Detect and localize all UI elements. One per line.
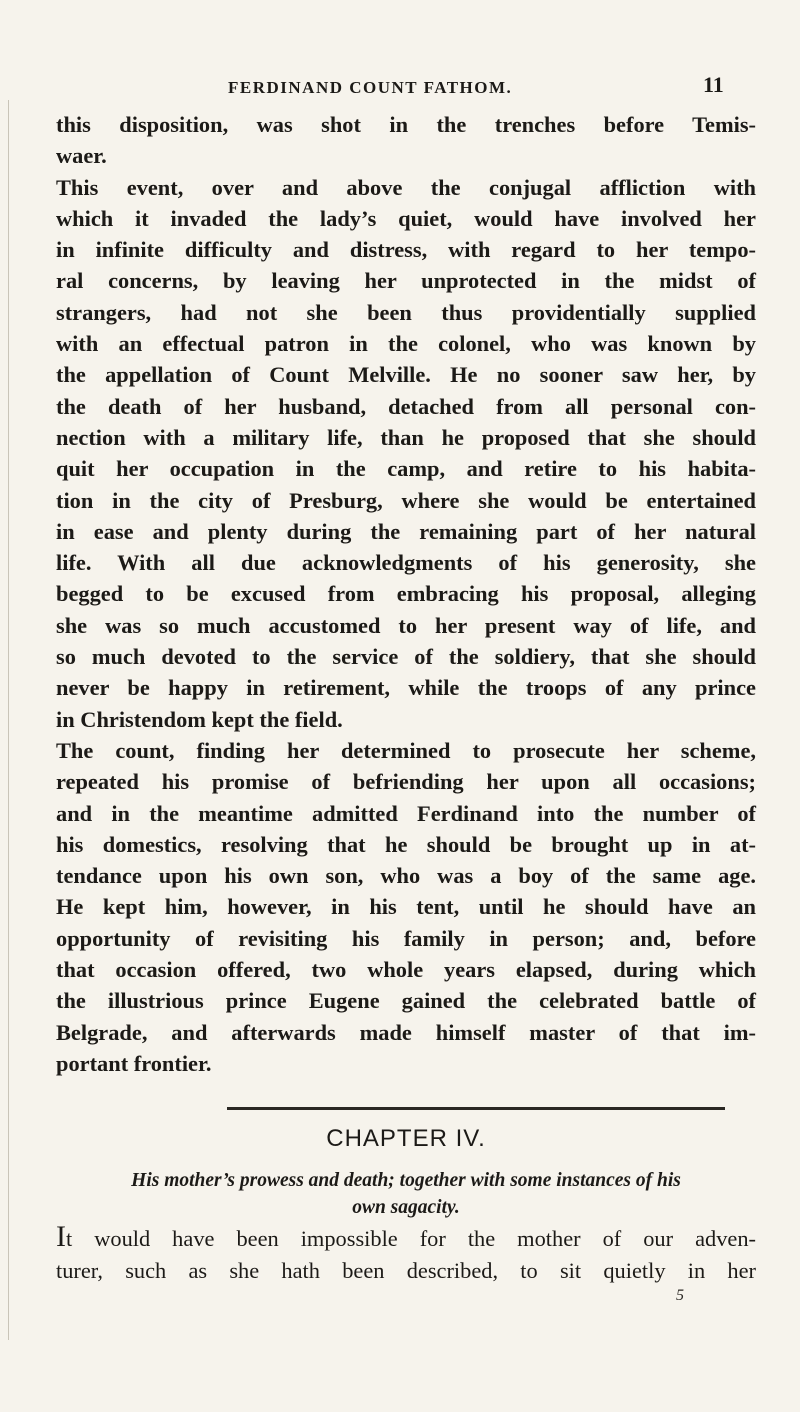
text-line: tendance upon his own son, who was a boy of the same age. [56,863,756,889]
text-line: This event, over and above the conjugal affliction with [56,174,756,200]
page-number: 11 [703,72,724,97]
chapter-summary-line: own sagacity. [352,1197,460,1218]
chapter-opening [56,1220,756,1287]
chapter-divider-rule [227,1107,725,1110]
body-text [56,109,756,1079]
text-line: repeated his promise of befriending her upon all occasions; [56,769,756,795]
text-line: The count, finding her determined to prosecute her scheme, [56,737,756,763]
text-line: that occasion offered, two whole years elapsed, during which [56,957,756,983]
text-line: waer. [56,143,107,169]
text-line: ral concerns, by leaving her unprotected in the midst of [56,268,756,294]
text-line: his domestics, resolving that he should be brought up in at- [56,831,756,857]
text-line: so much devoted to the service of the soldiery, that she should [56,644,756,670]
text-line: the death of her husband, detached from all personal con- [56,393,756,419]
opening-line: turer, such as she hath been described, to sit quietly in her [56,1258,756,1283]
signature-mark: 5 [676,1287,684,1304]
chapter-summary-line: His mother’s prowess and death; together with some instances of his [131,1170,681,1191]
text-line: this disposition, was shot in the trenches before Temis- [56,112,756,137]
text-line: portant frontier. [56,1050,212,1076]
text-line: the illustrious prince Eugene gained the celebrated battle of [56,988,756,1014]
text-line: in ease and plenty during the remaining part of her natural [56,518,756,544]
drop-cap: I [56,1220,66,1253]
text-line: opportunity of revisiting his family in person; and, before [56,925,756,951]
text-line: Belgrade, and afterwards made himself master of that im- [56,1019,756,1045]
text-line: tion in the city of Presburg, where she would be entertained [56,487,756,513]
text-line: which it invaded the lady’s quiet, would have involved her [56,205,756,231]
text-line: begged to be excused from embracing his proposal, alleging [56,581,756,607]
text-line: strangers, had not she been thus providentially supplied [56,299,756,325]
text-line: in Christendom kept the field. [56,706,343,732]
text-line: with an effectual patron in the colonel, who was known by [56,331,756,357]
text-line: never be happy in retirement, while the troops of any prince [56,675,756,701]
text-line: He kept him, however, in his tent, until he should have an [56,894,756,920]
opening-line [56,1220,756,1255]
text-line: and in the meantime admitted Ferdinand into the number of [56,800,756,826]
text-line: life. With all due acknowledgments of his generosity, she [56,550,756,576]
text-line: nection with a military life, than he proposed that she should [56,424,756,450]
opening-line-text: t would have been impossible for the mother of our adven- [66,1226,756,1251]
chapter-heading: CHAPTER IV. [326,1125,486,1152]
text-line: in infinite difficulty and distress, with regard to her tempo- [56,237,756,263]
chapter-summary [56,1167,756,1221]
text-line: quit her occupation in the camp, and retire to his habita- [56,456,756,482]
text-line: the appellation of Count Melville. He no sooner saw her, by [56,362,756,388]
text-line: she was so much accustomed to her present way of life, and [56,612,756,638]
page-edge-line [8,100,9,1340]
running-head: FERDINAND COUNT FATHOM. [228,78,513,97]
